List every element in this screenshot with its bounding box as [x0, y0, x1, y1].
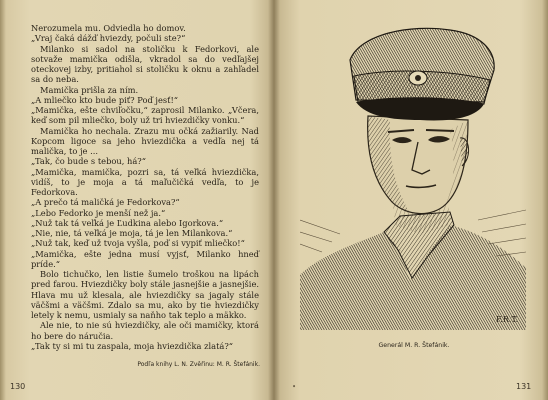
paragraph: Nerozumela mu. Odviedla ho domov. — [31, 23, 186, 33]
source-note: Podľa knihy L. N. Zvěřinu: M. R. Štefánik. — [137, 361, 260, 368]
page-mark: • — [292, 383, 297, 391]
paragraph: „Nuž tak, keď už tvoja vyšla, poď si vypiť mliečko!“ — [31, 238, 245, 249]
paragraph: „Tak ty si mi tu zaspala, moja hviezdička zlatá?“ — [31, 340, 234, 351]
right-page — [274, 0, 548, 400]
paragraph: „A mliečko kto bude piť? Poď jesť!“ — [31, 94, 179, 105]
story-text — [31, 23, 259, 351]
paragraph: „A prečo tá maličká je Fedorkova?“ — [31, 197, 180, 208]
paragraph: „Lebo Fedorko je menší než ja.“ — [31, 207, 166, 218]
paragraph: Mamička prišla za ním. — [40, 84, 139, 95]
artist-signature: F.R.T. — [496, 315, 519, 324]
paragraph: Milanko si sadol na stoličku k Fedorkovi, ale sotvaže mamička odišla, vkradol sa do vedľajšej oteckovej izby, pritiahol si stoličku k oknu a zahľadel sa do neba. — [31, 43, 259, 85]
paragraph: „Tak, čo bude s tebou, há?“ — [31, 156, 146, 167]
paragraph: Mamička ho nechala. Zrazu mu očká zažiarily. Nad Kopcom ligoce sa jeho hviezdička a vedľa nej tá malička, to je ... — [31, 125, 259, 156]
paragraph: „Mamička, ešte jedna musí vyjsť, Milanko hneď príde.“ — [31, 248, 259, 269]
page-number: 131 — [516, 382, 532, 391]
paragraph: „Mamička, ešte chviľočku,“ zaprosil Milanko. „Včera, keď som pil mliečko, boly už tri hviezdičky vonku.“ — [31, 105, 259, 126]
paragraph: „Nuž tak tá veľká je Ľudkina alebo Igorkova.“ — [31, 217, 224, 228]
paragraph: „Nie, nie, tá veľká je moja, tá je len Milankova.“ — [31, 228, 233, 238]
page-number: 130 — [10, 382, 26, 391]
paragraph: „Mamička, mamička, pozri sa, tá veľká hviezdička, vidíš, to je moja a tá maľučičká vedľa, to je Fedorkova. — [31, 166, 259, 197]
paragraph: Ale nie, to nie sú hviezdičky, ale oči mamičky, ktorá ho bere do náručia. — [31, 320, 259, 341]
portrait-illustration — [300, 20, 526, 330]
portrait-caption: Generál M. R. Štefánik. — [378, 342, 450, 349]
paragraph: „Vraj čaká dážď hviezdy, počuli ste?“ — [31, 33, 186, 44]
paragraph: Bolo tichučko, len listie šumelo troškou na lipách pred farou. Hviezdičky boly stále jasnejšie a jasnejšie. Hlava mu už klesala, ale hviezdičky sa jagaly stále väčšmi a väčšmi. Zdalo sa mu, ako by tie hviezdičky letely k nemu, usmialy sa naňho tak teplo a mäkko. — [31, 269, 259, 320]
